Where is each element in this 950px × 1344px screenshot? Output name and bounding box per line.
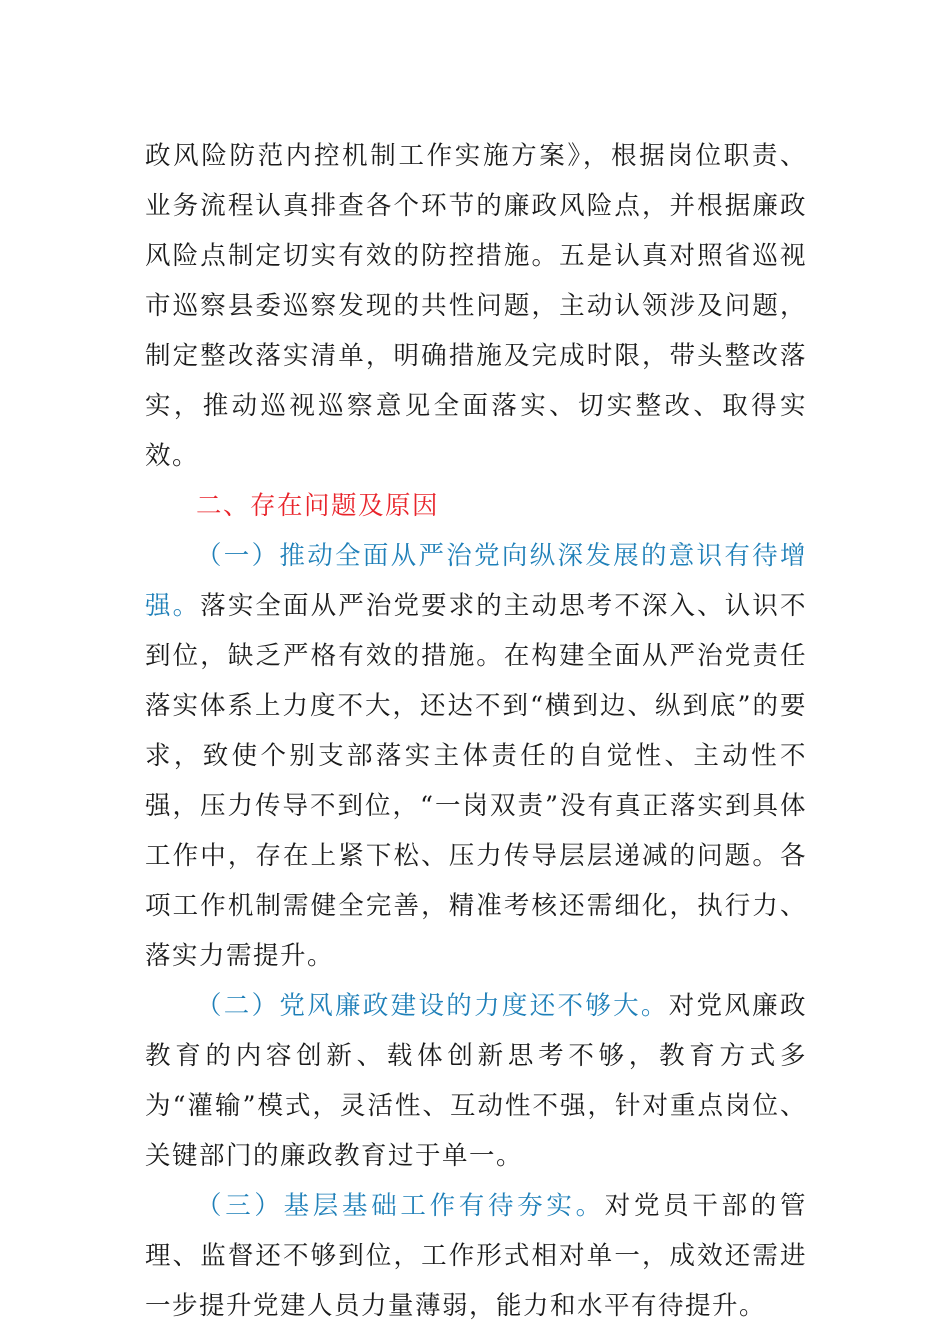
- item-3-body: 对党员干部的管理、监督还不够到位，工作形式相对单一，成效还需进一步提升党建人员力量薄弱，能力和水平有待提升。: [145, 1191, 807, 1321]
- item-2-body: 对党风廉政教育的内容创新、载体创新思考不够，教育方式多为“灌输”模式，灵活性、互动性不强，针对重点岗位、关键部门的廉政教育过于单一。: [145, 991, 807, 1171]
- item-1-paragraph: [145, 531, 807, 981]
- item-1-body: 落实全面从严治党要求的主动思考不深入、认识不到位，缺乏严格有效的措施。在构建全面从严治党责任落实体系上力度不大，还达不到“横到边、纵到底”的要求，致使个别支部落实主体责任的自觉性、主动性不强，压力传导不到位，“一岗双责”没有真正落实到具体工作中，存在上紧下松、压力传导层层递减的问题。各项工作机制需健全完善，精准考核还需细化，执行力、落实力需提升。: [145, 591, 807, 971]
- item-2-paragraph: [145, 981, 807, 1181]
- item-3-paragraph: [145, 1181, 807, 1331]
- section-heading: 二、存在问题及原因: [196, 491, 440, 521]
- paragraph-continuation: 政风险防范内控机制工作实施方案》，根据岗位职责、业务流程认真排查各个环节的廉政风险点，并根据廉政风险点制定切实有效的防控措施。五是认真对照省巡视市巡察县委巡察发现的共性问题，主动认领涉及问题，制定整改落实清单，明确措施及完成时限，带头整改落实，推动巡视巡察意见全面落实、切实整改、取得实效。: [145, 141, 807, 471]
- item-2-title: （二）党风廉政建设的力度还不够大。: [196, 991, 669, 1021]
- item-1-title: （一）推动全面从严治党向纵深发展的意识有待增强。: [145, 541, 807, 621]
- item-3-title: （三）基层基础工作有待夯实。: [196, 1191, 605, 1221]
- document-body: [145, 131, 807, 1331]
